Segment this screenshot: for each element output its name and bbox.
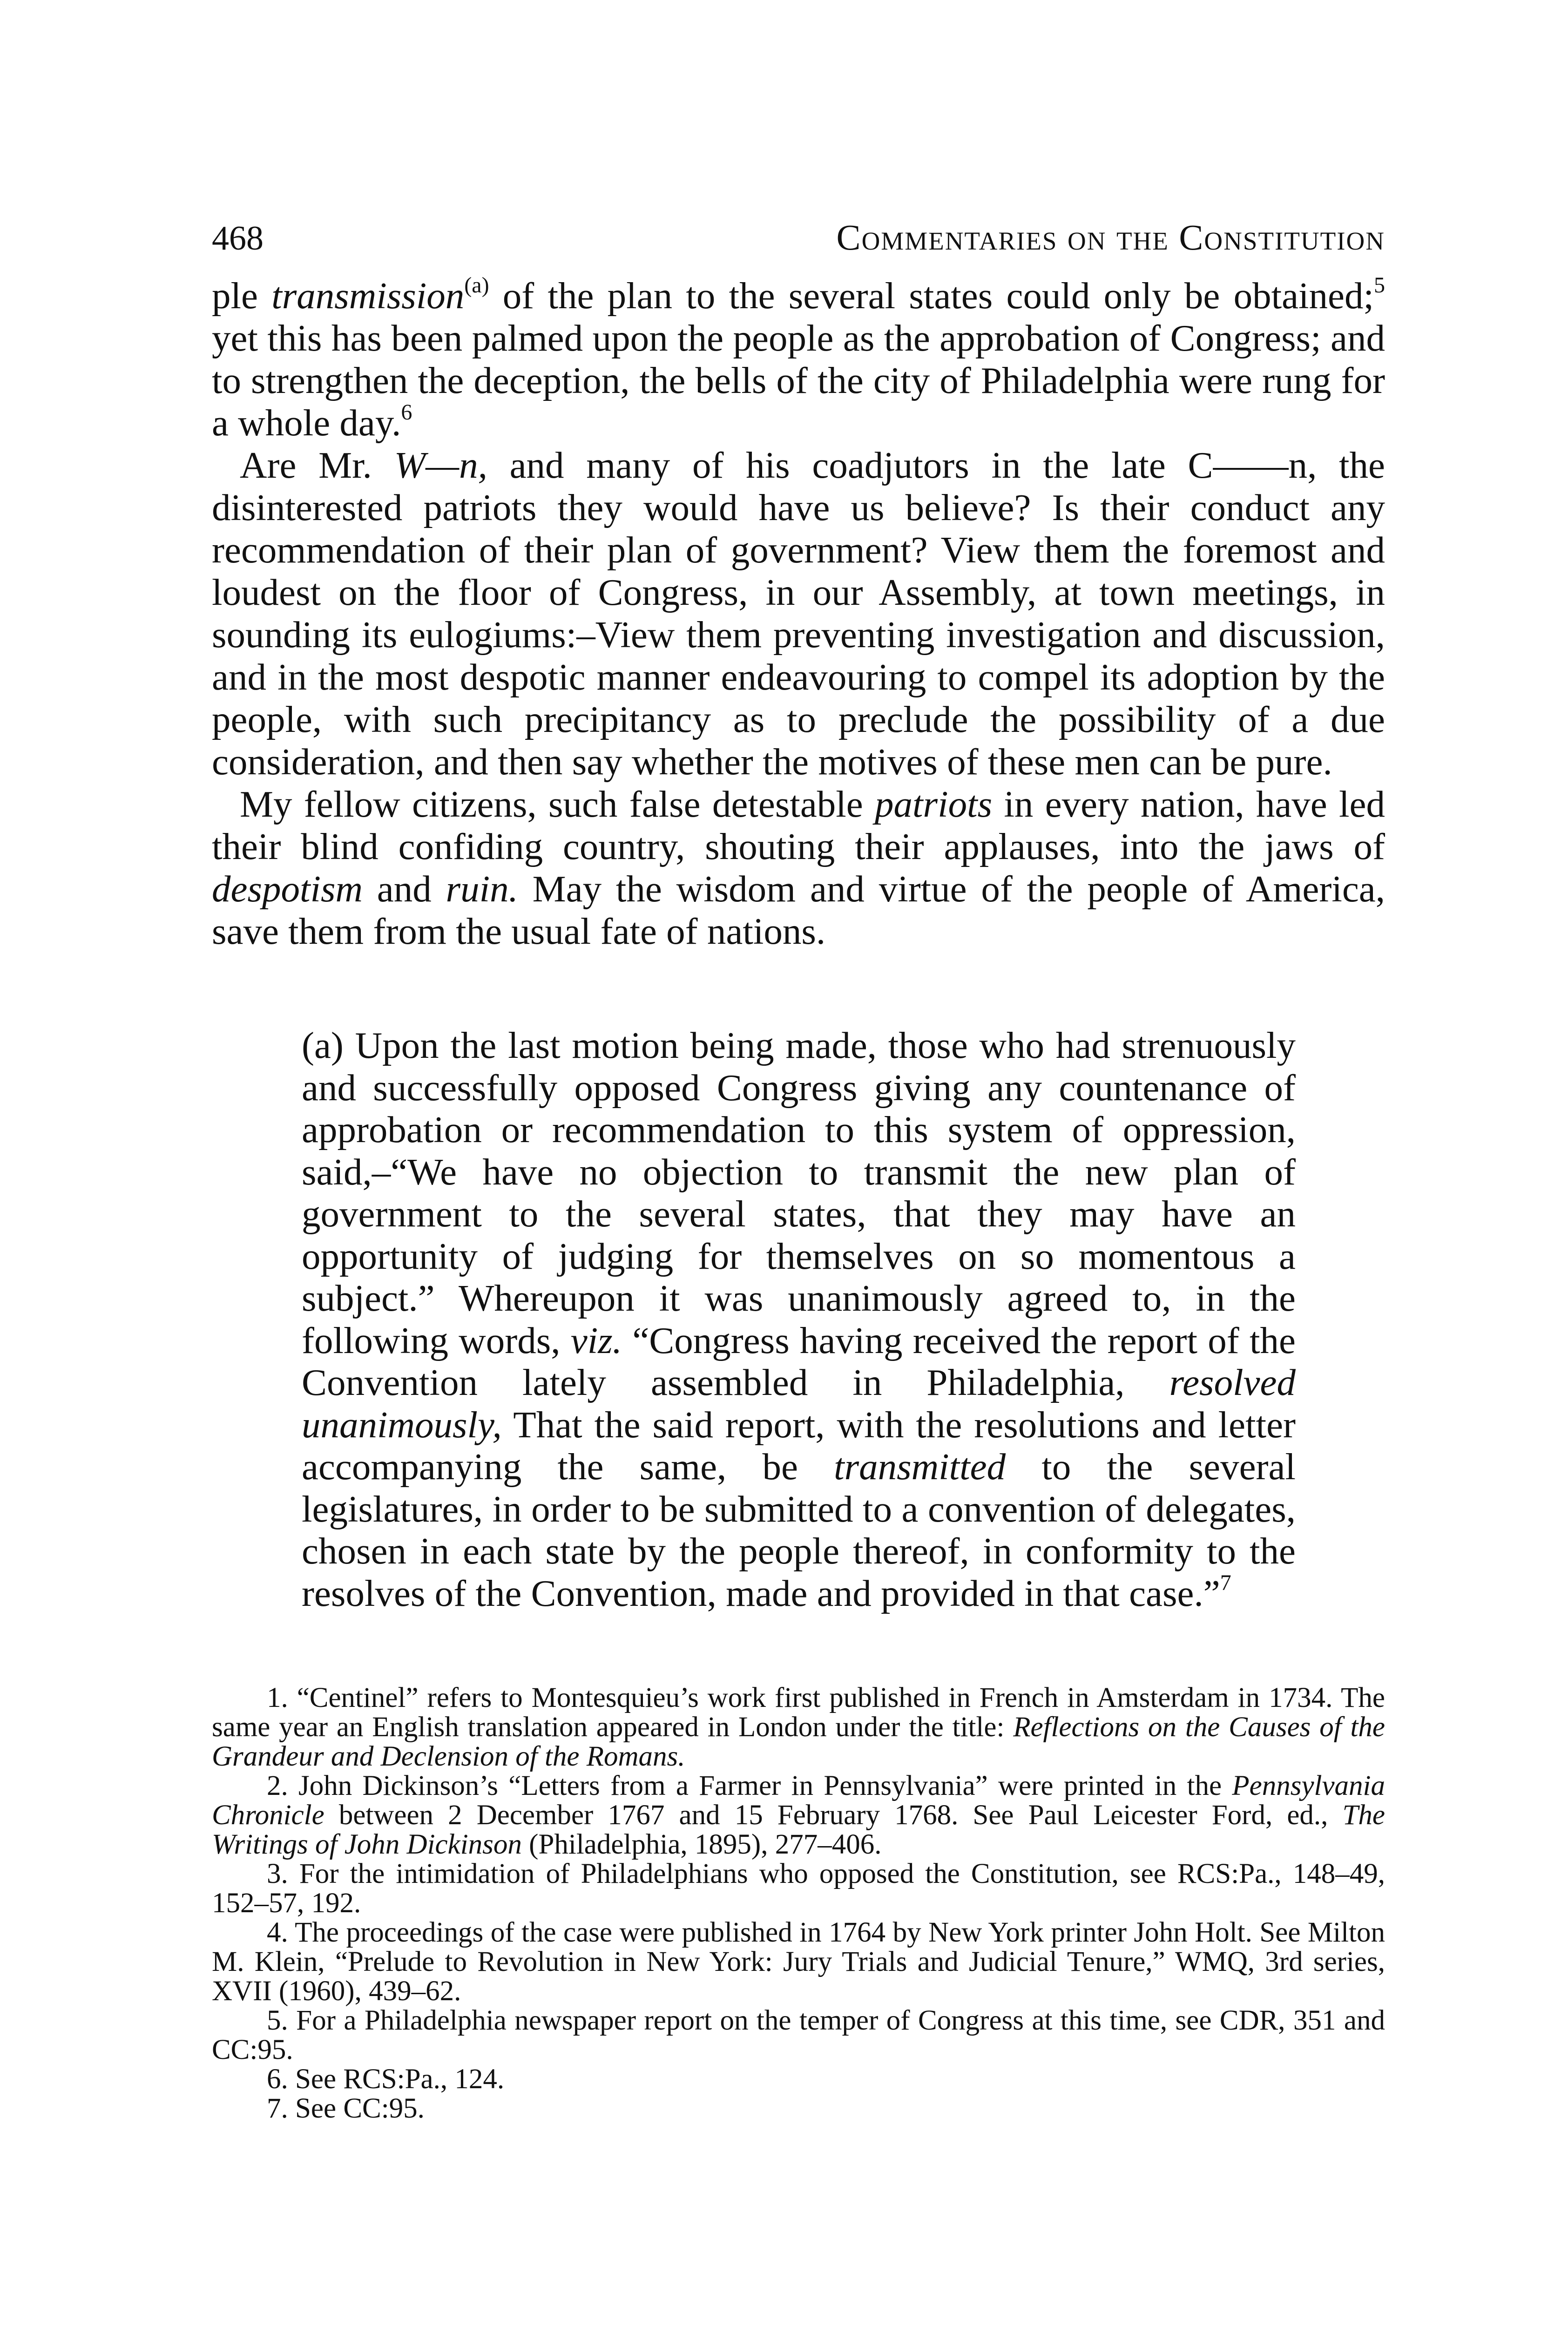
italic-run: Pennsylvania Chronicle [212,1770,1385,1831]
paragraph-2 [212,444,1385,783]
text-run: My fellow citizens, such false detestable [240,783,875,825]
footnote-4: 4. The proceedings of the case were published in 1764 by New York printer John Holt. See Milton M. Klein, “Prelude to Revolution in New York: Jury Trials and Judicial Tenure,” WMQ, 3rd series, XVII (1960), 439–62. [212,1917,1385,2007]
italic-run: resolved unanimously, [302,1361,1296,1446]
footnote-6: 6. See RCS:Pa., 124. [267,2064,505,2095]
text-run: of the plan to the several states could only be obtained; [489,275,1374,317]
paragraph-1 [212,275,1385,444]
italic-run: despotism [212,868,363,910]
italic-run: transmission [271,275,465,317]
footnote-reference: 7 [1220,1570,1231,1595]
text-run: to the several legislatures, in order to be submitted to a convention of delegates, chosen in each state by the people thereof, in conformity to the resolves of the Convention, made and provided in that case.” [302,1446,1296,1614]
text-run: in every nation, have led their blind confiding country, shouting their applauses, into the jaws of [212,783,1386,867]
text-run: (a) Upon the last motion being made, those who had strenuously and successfully opposed Congress giving any countenance of approbation or recommendation to this system of oppression, said,–“We have no objection to transmit the new plan of government to the several states, that they may have an opportunity of judging for themselves on so momentous a subject.” Whereupon it was unanimously agreed to, in the following words, [302,1024,1296,1361]
footnote-7: 7. See CC:95. [267,2093,425,2124]
italic-run: viz. [570,1319,622,1361]
italic-run: W—n, [394,444,487,486]
text-run: That the said report, with the resolutions and letter accompanying the same, be [302,1403,1296,1488]
italic-run: The Writings of John Dickinson [212,1800,1385,1860]
footnote-3: 3. For the intimidation of Philadelphians who opposed the Constitution, see RCS:Pa., 148–49, 152–57, 192. [212,1858,1385,1919]
footnote-2 [212,1771,1385,1859]
text-run: yet this has been palmed upon the people as the approbation of Congress; and to strengthen the deception, the bells of the city of Philadelphia were rung for a whole day. [212,317,1385,444]
italic-run: patriots [875,783,993,825]
text-run: ple [212,275,272,317]
italic-run: Reflections on the Causes of the Grandeur and Declension of the Romans. [212,1712,1385,1772]
footnote-5: 5. For a Philadelphia newspaper report on the temper of Congress at this time, see CDR, 351 and CC:95. [212,2005,1385,2065]
text-run: 2. John Dickinson’s “Letters from a Farmer in Pennsylvania” were printed in the [267,1770,1232,1801]
running-title: Commentaries on the Constitution [836,217,1385,257]
text-run: and [363,868,446,910]
footnote-reference: 5 [1374,273,1385,298]
quote-paragraph [302,1024,1296,1614]
page-number: 468 [212,219,264,257]
running-head [212,217,1385,259]
paragraph-3 [212,783,1385,953]
footnote-1 [212,1683,1385,1771]
text-run: (Philadelphia, 1895), 277–406. [521,1829,882,1860]
text-run: May the wisdom and virtue of the people of America, save them from the usual fate of nations. [212,868,1385,952]
italic-run: ruin. [446,868,518,910]
body-text [212,275,1385,953]
text-run: Are Mr. [240,444,394,486]
block-quote-note-a [302,1024,1296,1614]
text-run: “Congress having received the report of the Convention lately assembled in Philadelphia, [302,1319,1296,1403]
italic-run: transmitted [834,1446,1006,1488]
text-run: 1. “Centinel” refers to Montesquieu’s work first published in French in Amsterdam in 1734. The same year an English translation appeared in London under the title: [212,1682,1385,1743]
footnote-reference: 6 [401,400,412,425]
text-run: between 2 December 1767 and 15 February 1768. See Paul Leicester Ford, ed., [324,1800,1343,1831]
note-marker: (a) [464,273,489,298]
text-run: and many of his coadjutors in the late C——n, the disinterested patriots they would have us believe? Is their conduct any recommendation of their plan of government? View them the foremost and loudest on the floor of Congress, in our Assembly, at town meetings, in sounding its eulogiums:–View them preventing investigation and discussion, and in the most despotic manner endeavouring to compel its adoption by the people, with such precipitancy as to preclude the possibility of a due consideration, and then say whether the motives of these men can be pure. [212,444,1385,783]
footnotes [212,1683,1385,2123]
